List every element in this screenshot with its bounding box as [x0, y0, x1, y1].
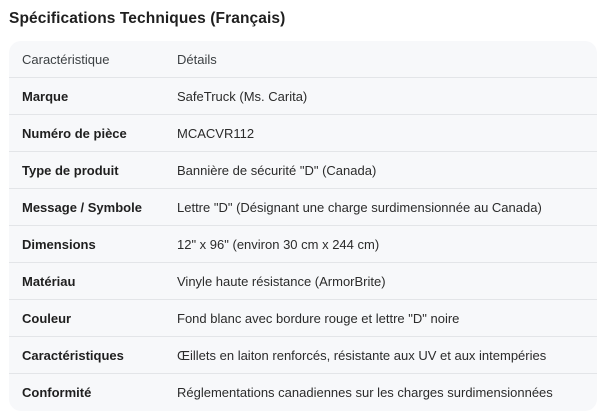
row-key: Message / Symbole: [22, 199, 142, 215]
table-row: [9, 374, 597, 411]
row-value: Œillets en laiton renforcés, résistante aux UV et aux intempéries: [177, 347, 547, 363]
row-key: Type de produit: [22, 162, 119, 178]
table-row: [9, 115, 597, 152]
row-value: Fond blanc avec bordure rouge et lettre "D" noire: [177, 310, 460, 326]
table-row: [9, 263, 597, 300]
row-key: Caractéristiques: [22, 347, 124, 363]
row-key: Marque: [22, 88, 69, 104]
row-value: Bannière de sécurité "D" (Canada): [177, 162, 377, 178]
row-value: MCACVR112: [177, 125, 255, 141]
row-value: Réglementations canadiennes sur les charges surdimensionnées: [177, 384, 553, 400]
table-header-row: [9, 41, 597, 78]
table-row: [9, 78, 597, 115]
column-header-details: Détails: [177, 51, 217, 67]
row-value: SafeTruck (Ms. Carita): [177, 88, 308, 104]
row-key: Conformité: [22, 384, 92, 400]
row-value: Vinyle haute résistance (ArmorBrite): [177, 273, 386, 289]
column-header-feature: Caractéristique: [22, 51, 110, 67]
table-row: [9, 152, 597, 189]
spec-table-card: [9, 41, 597, 411]
table-row: [9, 189, 597, 226]
table-row: [9, 226, 597, 263]
table-row: [9, 300, 597, 337]
row-key: Couleur: [22, 310, 72, 326]
row-key: Numéro de pièce: [22, 125, 127, 141]
row-value: Lettre "D" (Désignant une charge surdimensionnée au Canada): [177, 199, 542, 215]
table-row: [9, 337, 597, 374]
spec-table: [9, 41, 597, 410]
row-key: Matériau: [22, 273, 76, 289]
page-title: Spécifications Techniques (Français): [9, 10, 286, 27]
row-value: 12" x 96" (environ 30 cm x 244 cm): [177, 236, 380, 252]
row-key: Dimensions: [22, 236, 96, 252]
